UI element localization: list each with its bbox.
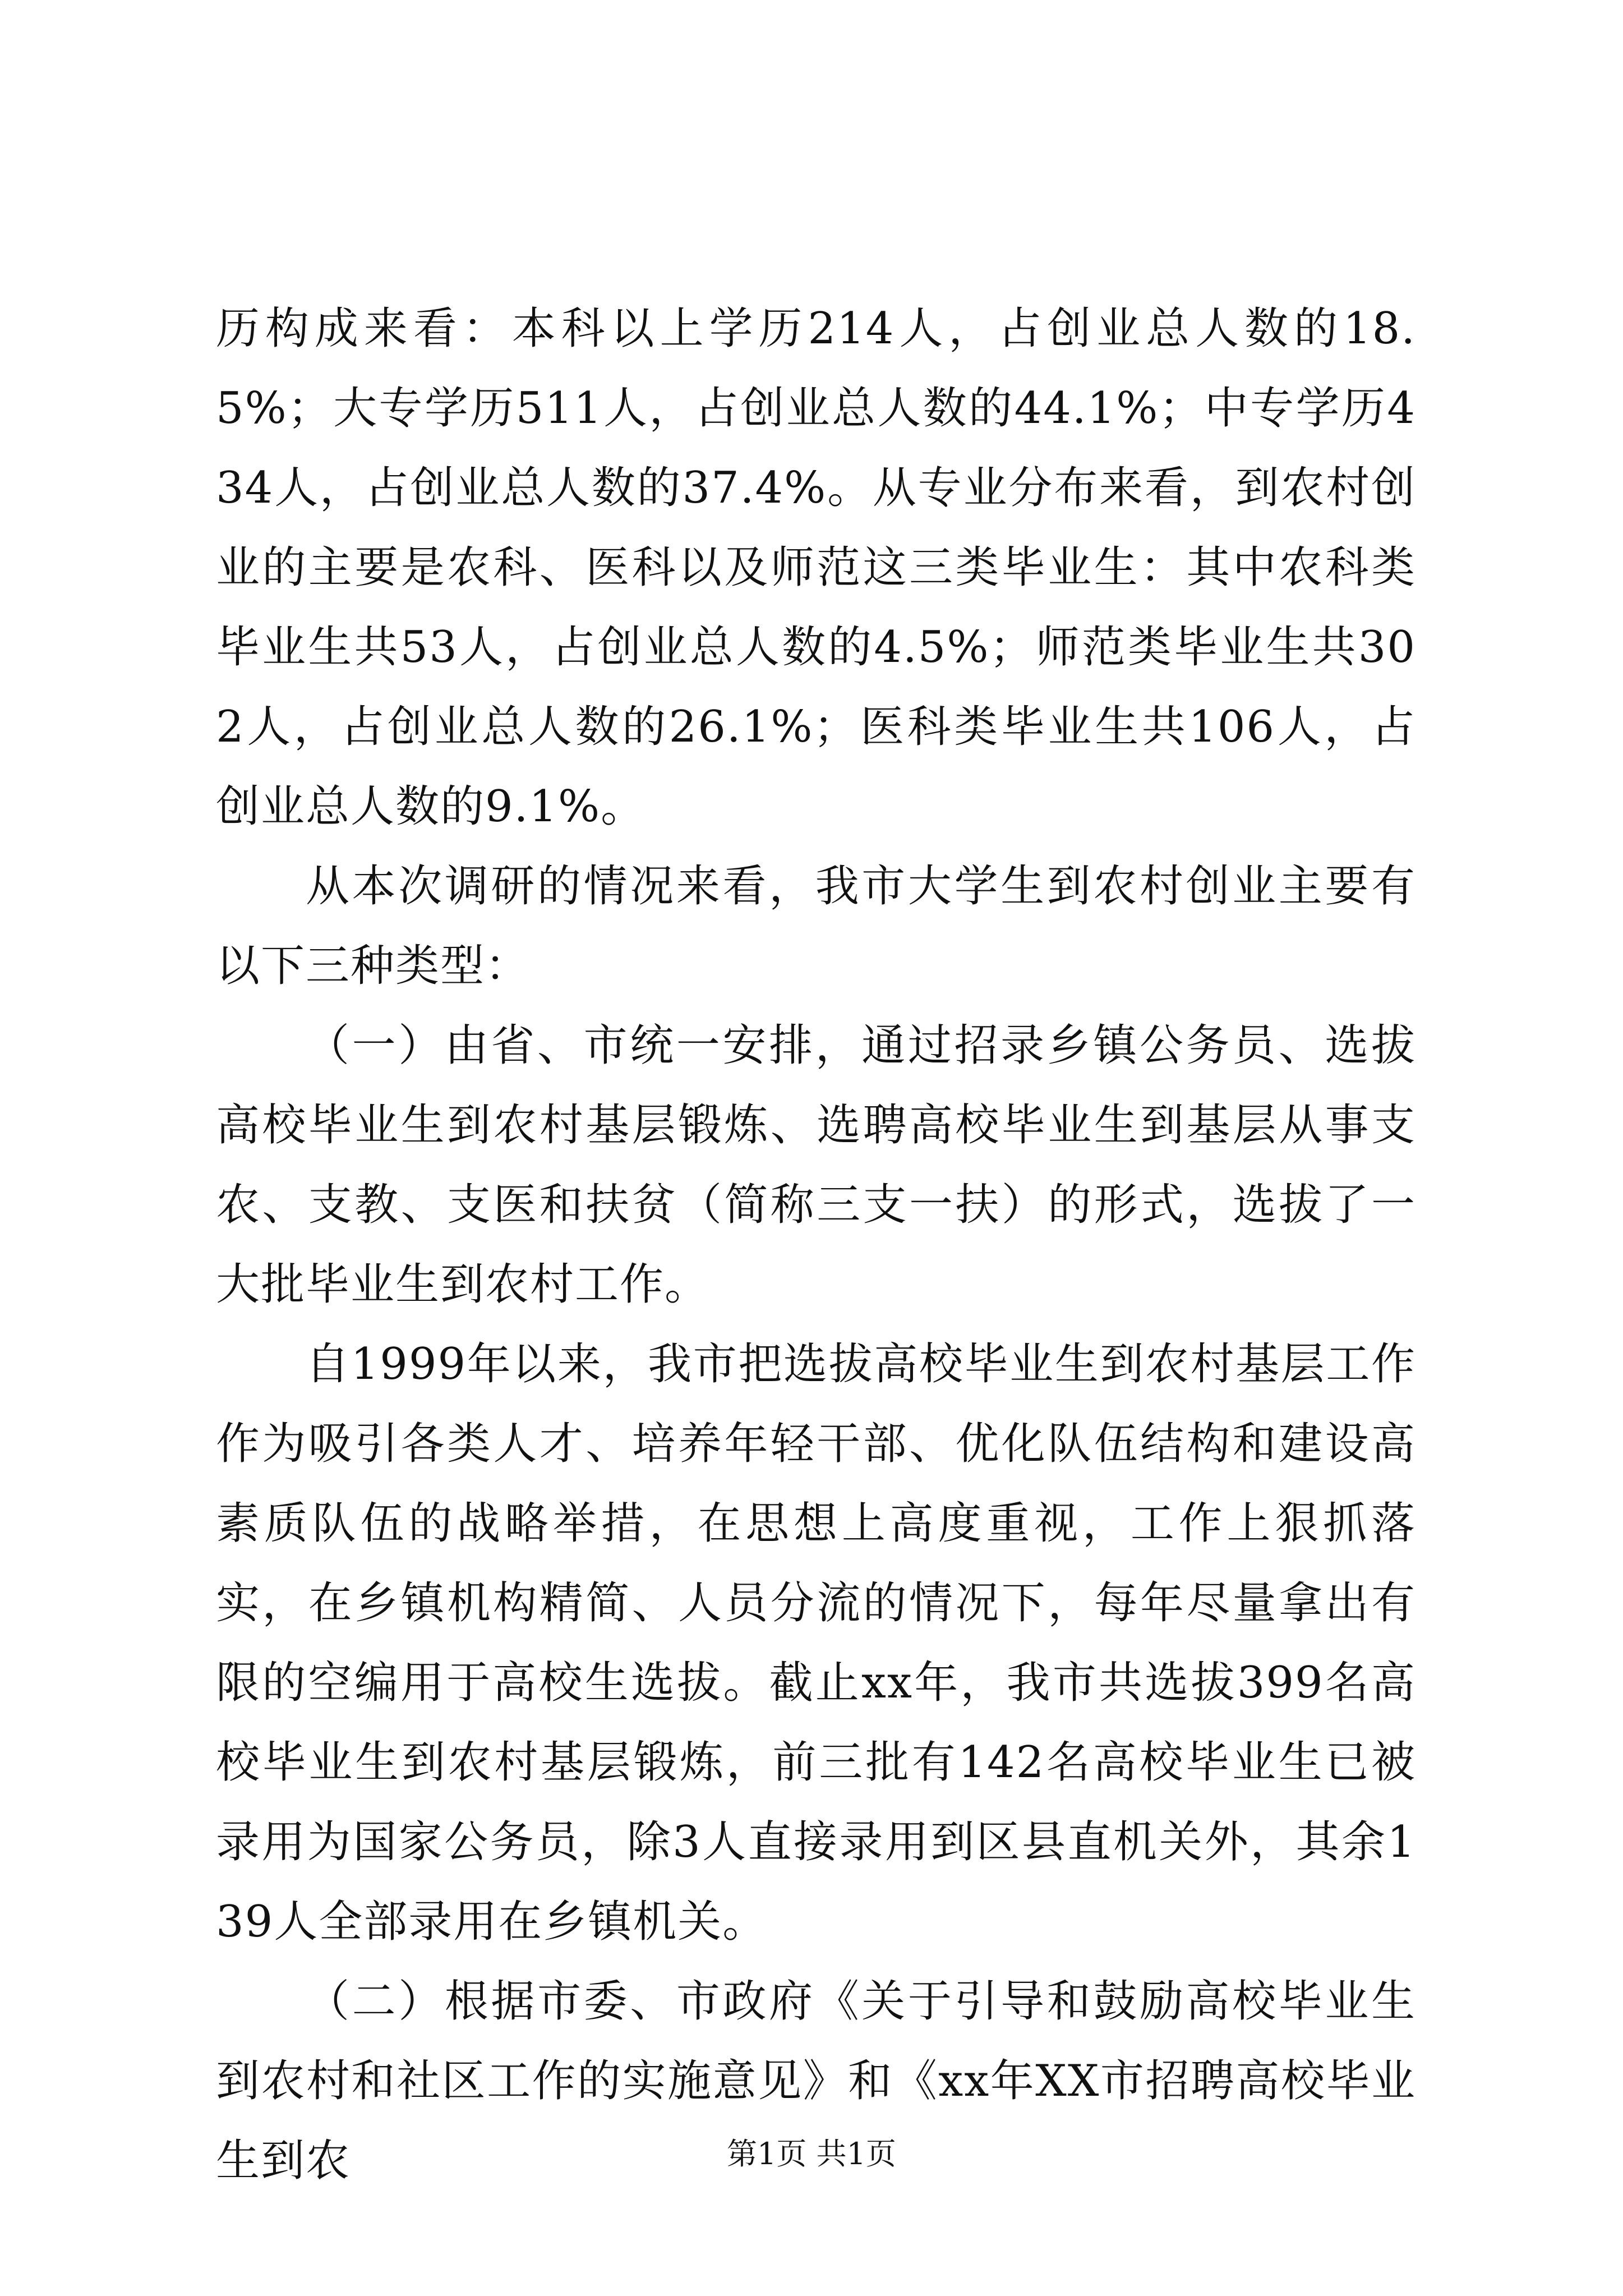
- paragraph-survey-intro: 从本次调研的情况来看，我市大学生到农村创业主要有以下三种类型：: [216, 861, 1416, 991]
- paragraph-since-1999: 自1999年以来，我市把选拔高校毕业生到农村基层工作作为吸引各类人才、培养年轻干部、优化队伍结构和建设高素质队伍的战略举措，在思想上高度重视，工作上狠抓落实，在乡镇机构精简、人员分流的情况下，每年尽量拿出有限的空编用于高校生选拔。截止xx年，我市共选拔399名高校毕业生到农村基层锻炼，前三批有142名高校毕业生已被录用为国家公务员，除3人直接录用到区县直机关外，其余139人全部录用在乡镇机关。: [216, 1339, 1416, 1947]
- paragraph-type-one: （一）由省、市统一安排，通过招录乡镇公务员、选拔高校毕业生到农村基层锻炼、选聘高校毕业生到基层从事支农、支教、支医和扶贫（简称三支一扶）的形式，选拔了一大批毕业生到农村工作。: [216, 1020, 1416, 1310]
- paragraph-education-stats: 历构成来看：本科以上学历214人，占创业总人数的18.5%；大专学历511人，占创业总人数的44.1%；中专学历434人，占创业总人数的37.4%。从专业分布来看，到农村创业的主要是农科、医科以及师范这三类毕业生：其中农科类毕业生共53人，占创业总人数的4.5%；师范类毕业生共302人，占创业总人数的26.1%；医科类毕业生共106人，占创业总人数的9.1%。: [216, 303, 1416, 832]
- document-body: [216, 289, 1416, 2201]
- page-number-footer: 第1页 共1页: [727, 2136, 896, 2171]
- paragraph-type-two: （二）根据市委、市政府《关于引导和鼓励高校毕业生到农村和社区工作的实施意见》和《xx年XX市招聘高校毕业生到农: [216, 1976, 1416, 2186]
